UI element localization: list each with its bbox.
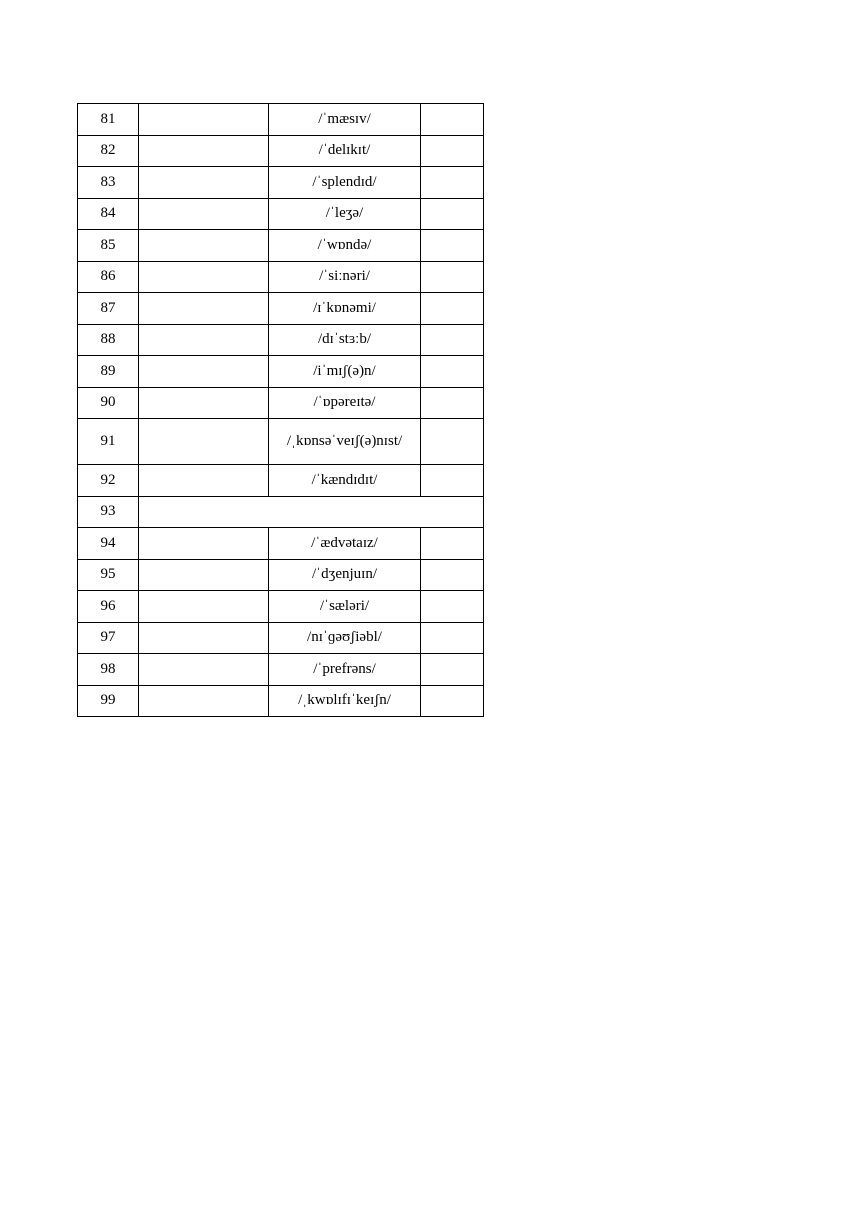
word-cell[interactable]	[139, 559, 269, 591]
word-cell[interactable]	[139, 685, 269, 717]
row-number-cell: 88	[78, 324, 139, 356]
phonetic-cell: /ˈædvətaɪz/	[269, 528, 421, 560]
merged-blank-cell[interactable]	[139, 496, 484, 528]
table-row	[78, 528, 484, 560]
extra-cell[interactable]	[421, 419, 484, 465]
table-row	[78, 622, 484, 654]
extra-cell[interactable]	[421, 528, 484, 560]
table-row	[78, 135, 484, 167]
extra-cell[interactable]	[421, 261, 484, 293]
row-number-cell: 93	[78, 496, 139, 528]
phonetic-cell: /ˈprefrəns/	[269, 654, 421, 686]
table-row	[78, 387, 484, 419]
table-row	[78, 324, 484, 356]
row-number-cell: 86	[78, 261, 139, 293]
phonetic-cell: /ˈsæləri/	[269, 591, 421, 623]
extra-cell[interactable]	[421, 591, 484, 623]
word-cell[interactable]	[139, 198, 269, 230]
word-cell[interactable]	[139, 104, 269, 136]
phonetic-cell: /ˈleʒə/	[269, 198, 421, 230]
row-number-cell: 81	[78, 104, 139, 136]
word-cell[interactable]	[139, 387, 269, 419]
extra-cell[interactable]	[421, 622, 484, 654]
row-number-cell: 91	[78, 419, 139, 465]
row-number-cell: 98	[78, 654, 139, 686]
phonetic-cell: /ˈdelɪkɪt/	[269, 135, 421, 167]
phonetic-cell: /ˈwɒndə/	[269, 230, 421, 262]
extra-cell[interactable]	[421, 135, 484, 167]
vocabulary-table	[77, 103, 484, 717]
row-number-cell: 82	[78, 135, 139, 167]
vocabulary-table-body	[78, 104, 484, 717]
table-row	[78, 465, 484, 497]
phonetic-cell: /ˈɒpəreɪtə/	[269, 387, 421, 419]
table-row	[78, 559, 484, 591]
phonetic-cell: /dɪˈstɜːb/	[269, 324, 421, 356]
phonetic-cell: /iˈmɪʃ(ə)n/	[269, 356, 421, 388]
row-number-cell: 95	[78, 559, 139, 591]
extra-cell[interactable]	[421, 685, 484, 717]
table-row	[78, 198, 484, 230]
row-number-cell: 94	[78, 528, 139, 560]
table-row	[78, 261, 484, 293]
word-cell[interactable]	[139, 356, 269, 388]
phonetic-cell: /nɪˈɡəʊʃiəbl/	[269, 622, 421, 654]
table-row	[78, 654, 484, 686]
row-number-cell: 84	[78, 198, 139, 230]
word-cell[interactable]	[139, 591, 269, 623]
phonetic-cell: /ˈmæsɪv/	[269, 104, 421, 136]
word-cell[interactable]	[139, 622, 269, 654]
phonetic-cell: /ˈsiːnəri/	[269, 261, 421, 293]
phonetic-cell: /ɪˈkɒnəmi/	[269, 293, 421, 325]
word-cell[interactable]	[139, 324, 269, 356]
table-row	[78, 104, 484, 136]
table-row	[78, 591, 484, 623]
word-cell[interactable]	[139, 419, 269, 465]
phonetic-cell: /ˌkɒnsəˈveɪʃ(ə)nɪst/	[269, 419, 421, 465]
extra-cell[interactable]	[421, 324, 484, 356]
extra-cell[interactable]	[421, 654, 484, 686]
row-number-cell: 85	[78, 230, 139, 262]
word-cell[interactable]	[139, 261, 269, 293]
extra-cell[interactable]	[421, 198, 484, 230]
word-cell[interactable]	[139, 528, 269, 560]
phonetic-cell: /ˈsplendɪd/	[269, 167, 421, 199]
row-number-cell: 89	[78, 356, 139, 388]
word-cell[interactable]	[139, 230, 269, 262]
extra-cell[interactable]	[421, 356, 484, 388]
phonetic-cell: /ˈkændɪdɪt/	[269, 465, 421, 497]
word-cell[interactable]	[139, 135, 269, 167]
word-cell[interactable]	[139, 654, 269, 686]
word-cell[interactable]	[139, 465, 269, 497]
extra-cell[interactable]	[421, 293, 484, 325]
extra-cell[interactable]	[421, 167, 484, 199]
row-number-cell: 90	[78, 387, 139, 419]
extra-cell[interactable]	[421, 230, 484, 262]
table-row	[78, 496, 484, 528]
table-row	[78, 356, 484, 388]
row-number-cell: 99	[78, 685, 139, 717]
row-number-cell: 92	[78, 465, 139, 497]
table-row	[78, 293, 484, 325]
word-cell[interactable]	[139, 293, 269, 325]
phonetic-cell: /ˌkwɒlɪfɪˈkeɪʃn/	[269, 685, 421, 717]
extra-cell[interactable]	[421, 387, 484, 419]
row-number-cell: 87	[78, 293, 139, 325]
extra-cell[interactable]	[421, 104, 484, 136]
table-row	[78, 230, 484, 262]
row-number-cell: 97	[78, 622, 139, 654]
word-cell[interactable]	[139, 167, 269, 199]
table-row	[78, 167, 484, 199]
row-number-cell: 83	[78, 167, 139, 199]
phonetic-cell: /ˈdʒenjuɪn/	[269, 559, 421, 591]
extra-cell[interactable]	[421, 465, 484, 497]
table-row	[78, 685, 484, 717]
row-number-cell: 96	[78, 591, 139, 623]
table-row	[78, 419, 484, 465]
extra-cell[interactable]	[421, 559, 484, 591]
